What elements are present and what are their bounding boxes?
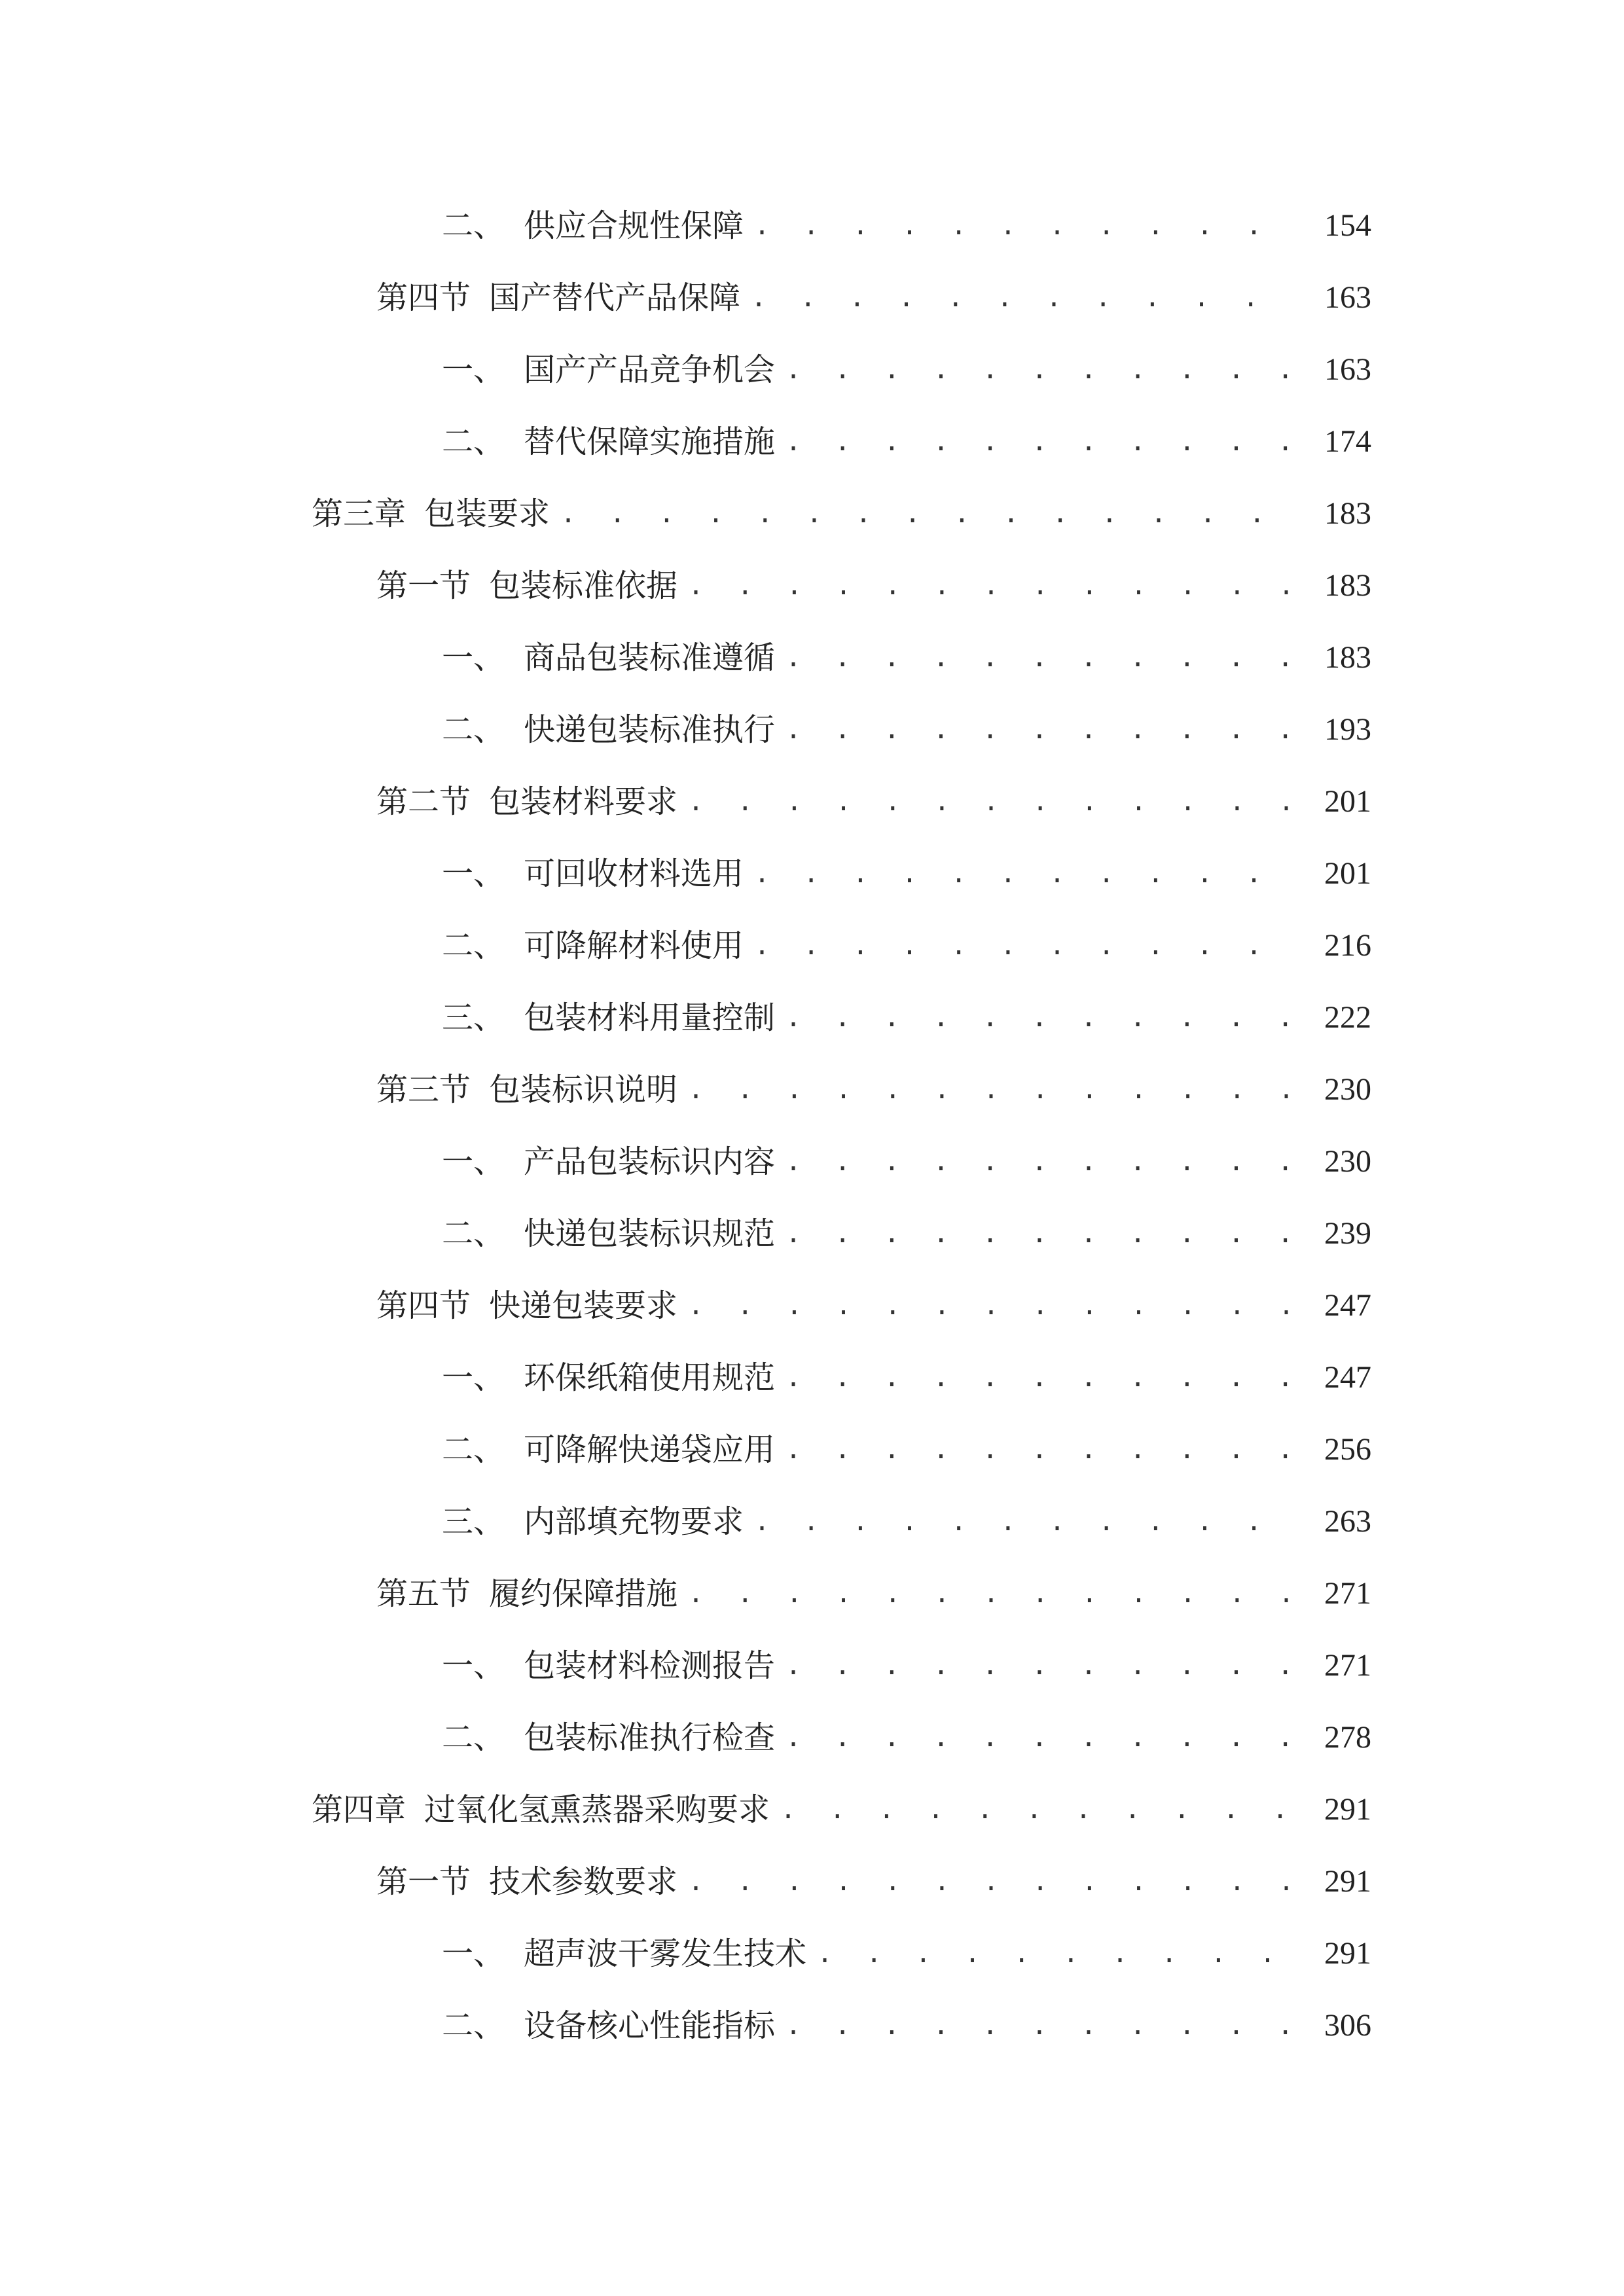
toc-entry-marker: 三、 (442, 1503, 505, 1540)
toc-leader-dots (688, 1070, 1297, 1109)
toc-entry-title: 过氧化氢熏蒸器采购要求 (424, 1791, 770, 1828)
toc-entry[interactable] (0, 622, 1624, 694)
toc-entry[interactable] (0, 1990, 1624, 2062)
toc-entry[interactable] (0, 406, 1624, 478)
toc-entry-page-number: 256 (1324, 1432, 1371, 1467)
toc-entry-title: 设备核心性能指标 (524, 2007, 776, 2044)
toc-entry-page-number: 291 (1324, 1792, 1371, 1827)
toc-entry[interactable] (0, 1126, 1624, 1198)
toc-leader-dots (785, 2006, 1297, 2045)
toc-entry-marker: 第三节 (376, 1071, 471, 1108)
toc-entry[interactable] (0, 1846, 1624, 1918)
toc-leader-dots (754, 1502, 1297, 1541)
toc-entry-title: 供应合规性保障 (524, 207, 744, 244)
toc-entry-marker: 二、 (442, 207, 505, 244)
toc-entry-page-number: 247 (1324, 1288, 1371, 1323)
toc-entry-page-number: 193 (1324, 712, 1371, 747)
toc-entry-page-number: 291 (1324, 1864, 1371, 1899)
toc-leader-dots (751, 278, 1297, 317)
toc-leader-dots (785, 1646, 1297, 1685)
toc-entry-title: 国产替代产品保障 (489, 279, 741, 316)
toc-entry[interactable] (0, 1198, 1624, 1270)
toc-leader-dots (688, 1574, 1297, 1613)
toc-entry[interactable] (0, 910, 1624, 982)
toc-leader-dots (780, 1790, 1297, 1829)
toc-entry[interactable] (0, 1702, 1624, 1774)
toc-entry-marker: 一、 (442, 639, 505, 676)
toc-leader-dots (785, 350, 1297, 389)
toc-entry[interactable] (0, 262, 1624, 334)
toc-entry-page-number: 183 (1324, 496, 1371, 531)
toc-entry[interactable] (0, 1414, 1624, 1486)
toc-entry[interactable] (0, 766, 1624, 838)
toc-entry-marker: 一、 (442, 1359, 505, 1396)
toc-entry-marker: 一、 (442, 855, 505, 892)
toc-entry-marker: 第四章 (312, 1791, 406, 1828)
toc-entry[interactable] (0, 1270, 1624, 1342)
toc-entry-title: 可降解快递袋应用 (524, 1431, 776, 1468)
toc-entry-page-number: 306 (1324, 2008, 1371, 2043)
toc-leader-dots (785, 1430, 1297, 1469)
toc-entry-page-number: 291 (1324, 1936, 1371, 1971)
toc-leader-dots (785, 1214, 1297, 1253)
toc-entry-page-number: 230 (1324, 1072, 1371, 1107)
toc-entry-page-number: 183 (1324, 568, 1371, 603)
toc-entry-title: 内部填充物要求 (524, 1503, 744, 1540)
toc-leader-dots (785, 1718, 1297, 1757)
toc-entry-page-number: 271 (1324, 1648, 1371, 1683)
table-of-contents (0, 190, 1624, 2062)
toc-entry-title: 可降解材料使用 (524, 927, 744, 964)
toc-leader-dots (688, 1862, 1297, 1901)
toc-entry-title: 替代保障实施措施 (524, 423, 776, 460)
toc-entry-page-number: 247 (1324, 1360, 1371, 1395)
toc-entry[interactable] (0, 1558, 1624, 1630)
toc-entry-title: 超声波干雾发生技术 (524, 1935, 807, 1972)
toc-entry-marker: 二、 (442, 1215, 505, 1252)
toc-entry-marker: 第四节 (376, 279, 471, 316)
toc-entry-marker: 一、 (442, 351, 505, 388)
toc-entry-title: 商品包装标准遵循 (524, 639, 776, 676)
toc-entry-marker: 一、 (442, 1935, 505, 1972)
toc-entry[interactable] (0, 838, 1624, 910)
toc-entry[interactable] (0, 1486, 1624, 1558)
toc-entry-title: 包装材料检测报告 (524, 1647, 776, 1684)
toc-entry-title: 快递包装标准执行 (524, 711, 776, 748)
toc-leader-dots (785, 998, 1297, 1037)
toc-entry-title: 可回收材料选用 (524, 855, 744, 892)
toc-entry-page-number: 230 (1324, 1144, 1371, 1179)
toc-entry-marker: 二、 (442, 927, 505, 964)
toc-entry-page-number: 201 (1324, 784, 1371, 819)
toc-entry-page-number: 271 (1324, 1576, 1371, 1611)
toc-entry[interactable] (0, 190, 1624, 262)
toc-entry-marker: 三、 (442, 999, 505, 1036)
toc-leader-dots (688, 566, 1297, 605)
toc-entry-title: 包装材料要求 (489, 783, 678, 820)
toc-entry-marker: 第一节 (376, 1863, 471, 1900)
toc-entry-marker: 二、 (442, 711, 505, 748)
toc-entry-page-number: 163 (1324, 280, 1371, 315)
toc-entry[interactable] (0, 1630, 1624, 1702)
toc-leader-dots (785, 1142, 1297, 1181)
toc-entry[interactable] (0, 982, 1624, 1054)
toc-entry-title: 包装材料用量控制 (524, 999, 776, 1036)
toc-leader-dots (785, 422, 1297, 461)
toc-entry[interactable] (0, 1054, 1624, 1126)
toc-entry-title: 包装标识说明 (489, 1071, 678, 1108)
toc-entry-title: 国产产品竞争机会 (524, 351, 776, 388)
toc-entry-title: 包装要求 (424, 495, 550, 532)
toc-entry-title: 快递包装要求 (489, 1287, 678, 1324)
toc-entry[interactable] (0, 1918, 1624, 1990)
toc-entry-marker: 第三章 (312, 495, 406, 532)
toc-entry-title: 技术参数要求 (489, 1863, 678, 1900)
toc-entry-marker: 二、 (442, 423, 505, 460)
toc-entry-marker: 二、 (442, 2007, 505, 2044)
toc-entry-title: 环保纸箱使用规范 (524, 1359, 776, 1396)
toc-entry-page-number: 154 (1324, 208, 1371, 243)
toc-entry[interactable] (0, 694, 1624, 766)
toc-entry-title: 产品包装标识内容 (524, 1143, 776, 1180)
toc-entry-marker: 一、 (442, 1647, 505, 1684)
toc-entry-marker: 一、 (442, 1143, 505, 1180)
toc-leader-dots (754, 854, 1297, 893)
toc-entry-title: 快递包装标识规范 (524, 1215, 776, 1252)
toc-leader-dots (785, 710, 1297, 749)
toc-entry-marker: 第四节 (376, 1287, 471, 1324)
toc-entry[interactable] (0, 550, 1624, 622)
toc-leader-dots (754, 926, 1297, 965)
toc-entry-page-number: 263 (1324, 1504, 1371, 1539)
toc-entry-marker: 第五节 (376, 1575, 471, 1612)
toc-entry[interactable] (0, 334, 1624, 406)
toc-entry[interactable] (0, 478, 1624, 550)
toc-entry[interactable] (0, 1342, 1624, 1414)
toc-leader-dots (688, 1286, 1297, 1325)
toc-entry-marker: 第二节 (376, 783, 471, 820)
toc-entry-marker: 二、 (442, 1719, 505, 1756)
toc-entry-marker: 二、 (442, 1431, 505, 1468)
toc-entry-page-number: 201 (1324, 856, 1371, 891)
toc-entry-title: 包装标准执行检查 (524, 1719, 776, 1756)
toc-leader-dots (817, 1934, 1297, 1973)
toc-entry-page-number: 239 (1324, 1216, 1371, 1251)
toc-entry-page-number: 174 (1324, 424, 1371, 459)
toc-entry[interactable] (0, 1774, 1624, 1846)
toc-entry-page-number: 216 (1324, 928, 1371, 963)
toc-entry-page-number: 183 (1324, 640, 1371, 675)
toc-entry-marker: 第一节 (376, 567, 471, 604)
toc-leader-dots (560, 494, 1297, 533)
toc-leader-dots (785, 1358, 1297, 1397)
toc-entry-page-number: 163 (1324, 352, 1371, 387)
toc-entry-title: 包装标准依据 (489, 567, 678, 604)
toc-leader-dots (688, 782, 1297, 821)
toc-entry-page-number: 278 (1324, 1720, 1371, 1755)
toc-entry-title: 履约保障措施 (489, 1575, 678, 1612)
toc-leader-dots (754, 206, 1297, 245)
toc-entry-page-number: 222 (1324, 1000, 1371, 1035)
toc-leader-dots (785, 638, 1297, 677)
